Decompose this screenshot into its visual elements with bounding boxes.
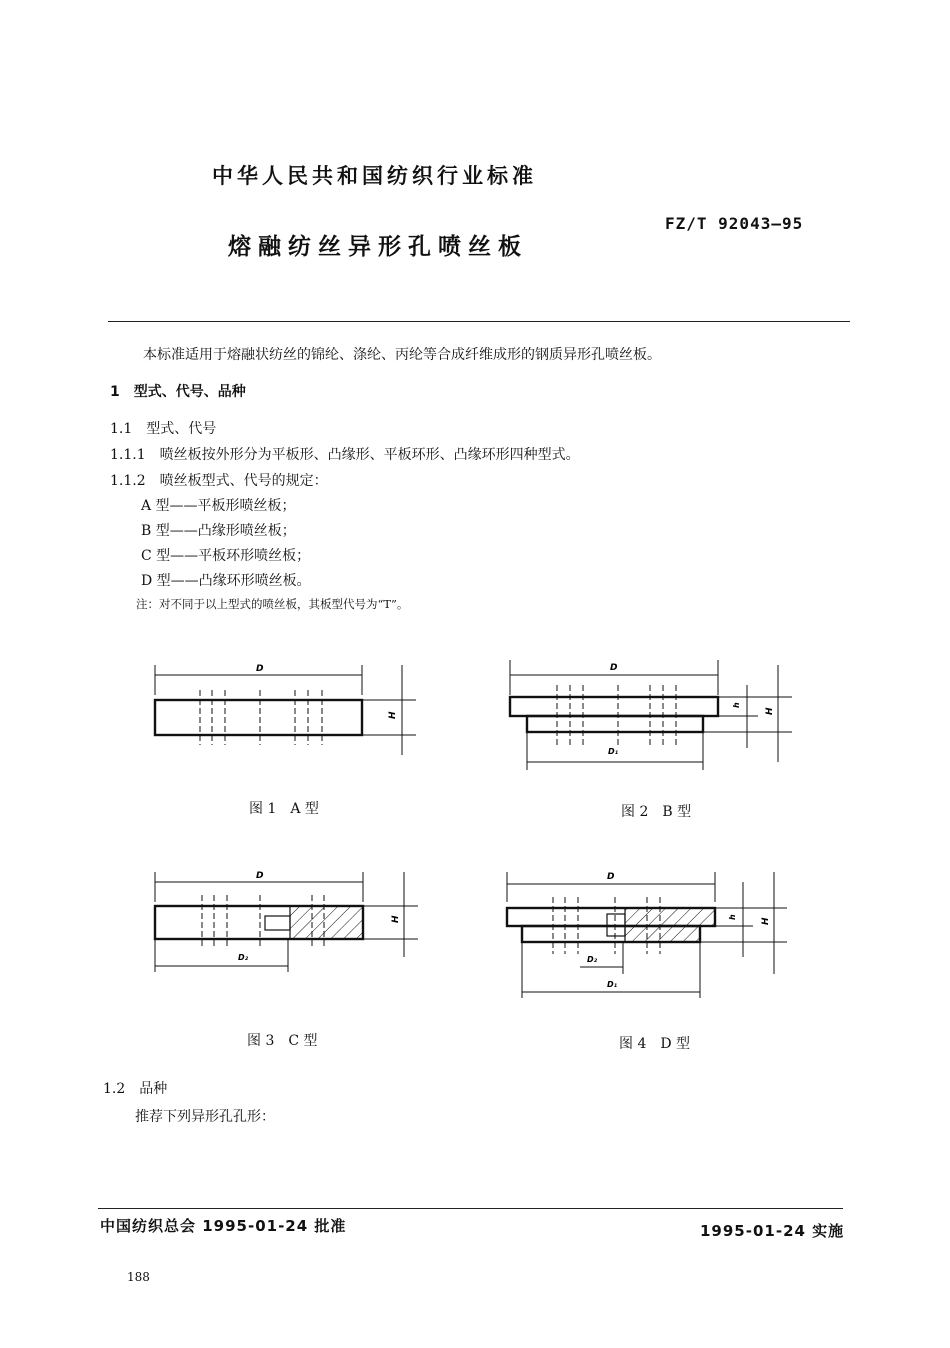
figure-1-diagram [140, 655, 430, 765]
type-a-item: A 型——平板形喷丝板； [141, 498, 296, 514]
type-note: 注：对不同于以上型式的喷丝板，其板型代号为“T”。 [136, 597, 409, 611]
standard-code: FZ/T 92043—95 [665, 214, 804, 233]
figure-4-diagram [495, 862, 800, 1002]
figure-4-caption: 图 4 D 型 [619, 1036, 691, 1052]
type-b-item: B 型——凸缘形喷丝板； [141, 523, 296, 539]
figure-2-diagram [500, 650, 800, 775]
type-c-item: C 型——平板环形喷丝板； [141, 548, 311, 564]
fig3-label-D: D [256, 871, 264, 881]
approval-info: 中国纺织总会 1995-01-24 批准 [100, 1217, 347, 1235]
figure-3-diagram [140, 862, 430, 977]
intro-paragraph: 本标准适用于熔融状纺丝的锦纶、涤纶、丙纶等合成纤维成形的钢质异形孔喷丝板。 [143, 347, 661, 363]
fig2-label-D1: D₁ [608, 747, 619, 756]
section-1-heading: 1 型式、代号、品种 [110, 384, 246, 400]
effective-date: 1995-01-24 实施 [700, 1222, 845, 1240]
type-d-item: D 型——凸缘环形喷丝板。 [141, 573, 311, 589]
header-divider [108, 321, 850, 322]
fig2-label-h: h [732, 702, 741, 708]
section-1-2-heading: 1.2 品种 [103, 1081, 168, 1097]
figure-3-caption: 图 3 C 型 [247, 1033, 318, 1049]
fig4-label-H: H [761, 917, 771, 925]
section-1-2-text: 推荐下列异形孔孔形： [135, 1109, 275, 1125]
figure-2-caption: 图 2 B 型 [621, 804, 692, 820]
fig2-label-D: D [610, 663, 618, 673]
fig4-label-h: h [728, 914, 737, 920]
figure-1-caption: 图 1 A 型 [249, 801, 319, 817]
section-1-1-1-text: 1.1.1 喷丝板按外形分为平板形、凸缘形、平板环形、凸缘环形四种型式。 [110, 447, 580, 463]
page-number: 188 [127, 1270, 150, 1284]
fig4-label-D2: D₂ [587, 955, 598, 964]
fig1-label-D: D [256, 664, 264, 674]
fig3-label-D2: D₂ [238, 953, 249, 962]
section-1-1-2-text: 1.1.2 喷丝板型式、代号的规定： [110, 473, 328, 489]
fig2-label-H: H [765, 707, 775, 715]
standard-title: 中华人民共和国纺织行业标准 [212, 164, 537, 188]
fig1-label-H: H [388, 711, 398, 719]
fig3-label-H: H [391, 915, 401, 923]
document-title: 熔融纺丝异形孔喷丝板 [228, 234, 528, 260]
section-1-1-heading: 1.1 型式、代号 [110, 421, 217, 437]
fig4-label-D1: D₁ [607, 980, 618, 989]
fig4-label-D: D [607, 872, 615, 882]
footer-divider [98, 1208, 843, 1209]
